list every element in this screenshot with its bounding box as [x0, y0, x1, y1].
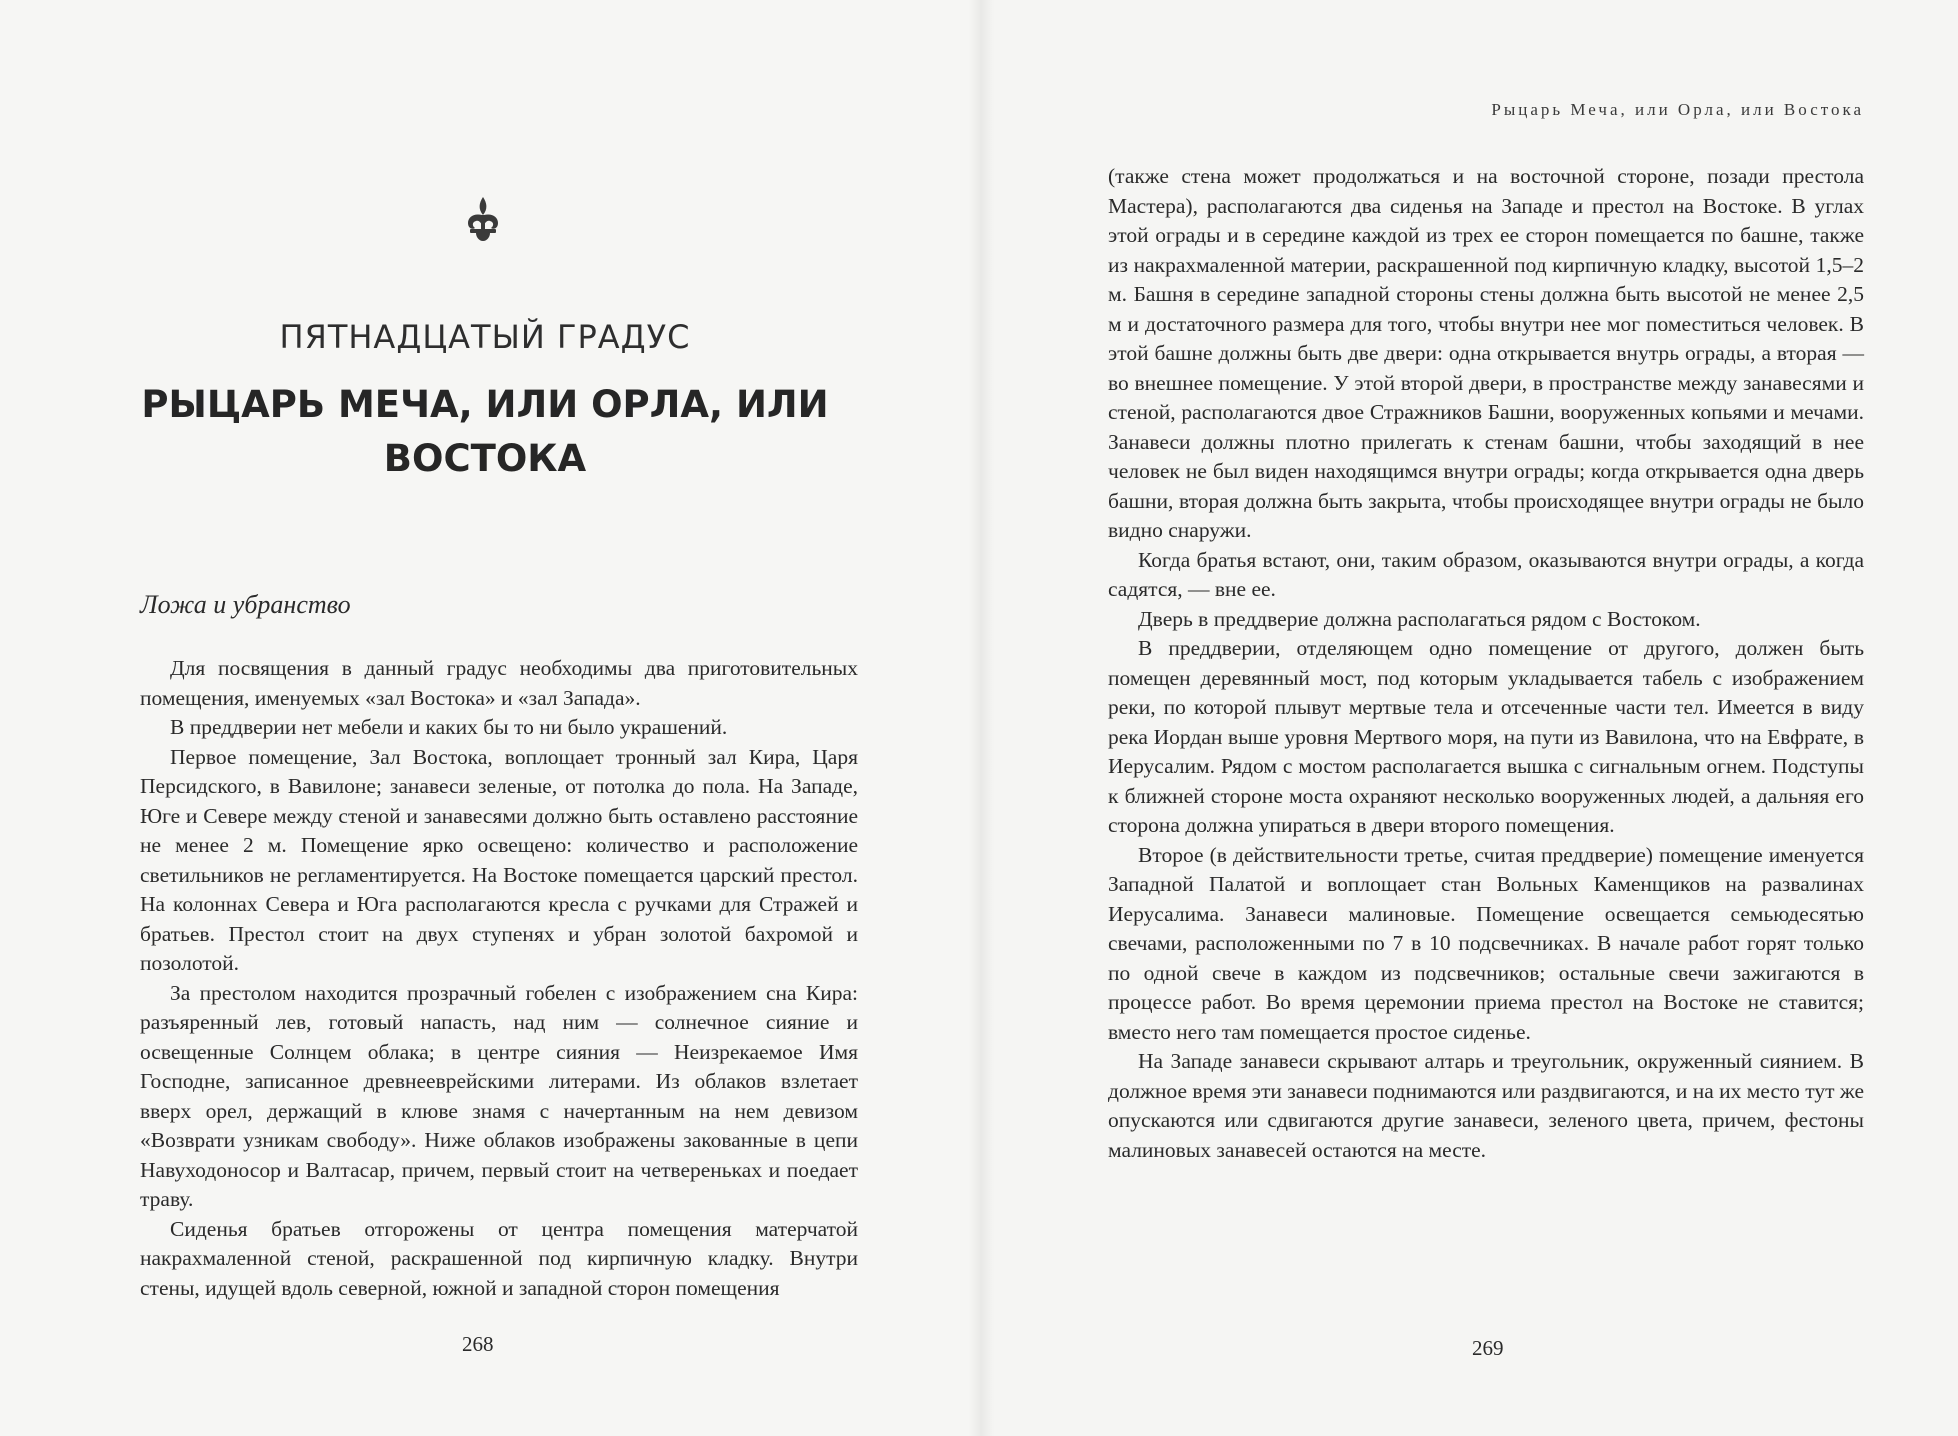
- paragraph: Первое помещение, Зал Востока, воплощает тронный зал Кира, Царя Персидского, в Вавилоне; занавеси зеленые, от потолка до пола. На Западе, Юге и Севере между стеной и занавесями должно быть оставлено расстояние не менее 2 м. Помещение ярко освещено: количество и расположение светильников не регламентируется. На Востоке помещается царский престол. На колоннах Севера и Юга располагаются кресла с ручками для Стражей и братьев. Престол стоит на двух ступенях и убран золотой бахромой и позолотой.: [140, 744, 858, 975]
- paragraph: На Западе занавеси скрывают алтарь и треугольник, окруженный сиянием. В должное время эти занавеси поднимаются или раздвигаются, и на их место тут же опускаются или сдвигаются другие занавеси, зеленого цвета, причем, фестоны малиновых занавесей остаются на месте.: [1108, 1049, 1864, 1162]
- paragraph: В преддверии, отделяющем одно помещение от другого, должен быть помещен деревянный мост, под которым укладывается табель с изображением реки, по которой плывут мертвые тела и отсеченные части тел. Имеется в виду река Иордан выше уровня Мертвого моря, на пути из Вавилона, что на Евфрате, в Иерусалим. Рядом с мостом располагается вышка с сигнальным огнем. Подступы к ближней стороне моста охраняют несколько вооруженных людей, а дальняя его сторона должна упираться в двери второго помещения.: [1108, 636, 1864, 837]
- paragraph: Сиденья братьев отгорожены от центра помещения матерчатой накрахмаленной стеной, раскрашенной под кирпичную кладку. Внутри стены, идущей вдоль северной, южной и западной сторон помещения: [140, 1216, 858, 1300]
- page-number: 269: [1472, 1336, 1504, 1360]
- running-head: Рыцарь Меча, или Орла, или Востока: [1491, 100, 1864, 119]
- left-page-body: [140, 654, 858, 1303]
- chapter-title: РЫЦАРЬ МЕЧА, ИЛИ ОРЛА, ИЛИ ВОСТОКА: [141, 383, 829, 480]
- paragraph: В преддверии нет мебели и каких бы то ни было украшений.: [170, 715, 728, 739]
- section-heading: Ложа и убранство: [140, 590, 351, 619]
- page-number: 268: [462, 1332, 494, 1356]
- paragraph-continuation: (также стена может продолжаться и на восточной стороне, позади престола Мастера), располагаются два сиденья на Западе и престол на Востоке. В углах этой ограды и в середине каждой из трех ее сторон помещается по башне, также из накрахмаленной материи, раскрашенной под кирпичную кладку, высотой 1,5–2 м. Башня в середине западной стороны стены должна быть высотой не менее 2,5 м и достаточного размера для того, чтобы внутри нее мог поместиться человек. В этой башне должны быть две двери: одна открывается внутрь ограды, а вторая — во внешнее помещение. У этой второй двери, в пространстве между занавесями и стеной, располагаются двое Стражников Башни, вооруженных копьями и мечами. Занавеси должны плотно прилегать к стенам башни, чтобы заходящий в нее человек не был виден находящимся внутри ограды; когда открывается одна дверь башни, вторая должна быть закрыта, чтобы происходящее внутри ограды не было видно снаружи.: [1108, 164, 1864, 542]
- paragraph: За престолом находится прозрачный гобелен с изображением сна Кира: разъяренный лев, готовый напасть, над ним — солнечное сияние и освещенные Солнцем облака; в центре сияния — Неизрекаемое Имя Господне, записанное древнееврейскими литерами. Из облаков взлетает вверх орел, держащий в клюве знамя с начертанным на нем девизом «Возврати узникам свободу». Ниже облаков изображены закованные в цепи Навуходоносор и Валтасар, причем, первый стоит на четвереньках и поедает траву.: [140, 980, 858, 1211]
- paragraph: Дверь в преддверие должна располагаться рядом с Востоком.: [1138, 606, 1701, 631]
- grade-title: ПЯТНАДЦАТЫЙ ГРАДУС: [279, 318, 691, 356]
- fleur-de-lis-icon: [462, 195, 504, 243]
- paragraph: Второе (в действительности третье, считая преддверие) помещение именуется Западной Палатой и воплощает стан Вольных Каменщиков на развалинах Иерусалима. Занавеси малиновые. Помещение освещается семьюдесятью свечами, расположенными по 7 в 10 подсвечниках. В начале работ горят только по одной свече в каждом из подсвечников; остальные свечи зажигаются в процессе работ. Во время церемонии приема престол на Востоке не ставится; вместо него там помещается простое сиденье.: [1108, 842, 1864, 1044]
- paragraph: Когда братья встают, они, таким образом, оказываются внутри ограды, а когда садятся, — вне ее.: [1108, 547, 1864, 601]
- book-gutter: [968, 0, 994, 1436]
- paragraph: Для посвящения в данный градус необходимы два приготовительных помещения, именуемых «зал Востока» и «зал Запада».: [140, 656, 858, 710]
- right-page-body: [1108, 162, 1864, 1165]
